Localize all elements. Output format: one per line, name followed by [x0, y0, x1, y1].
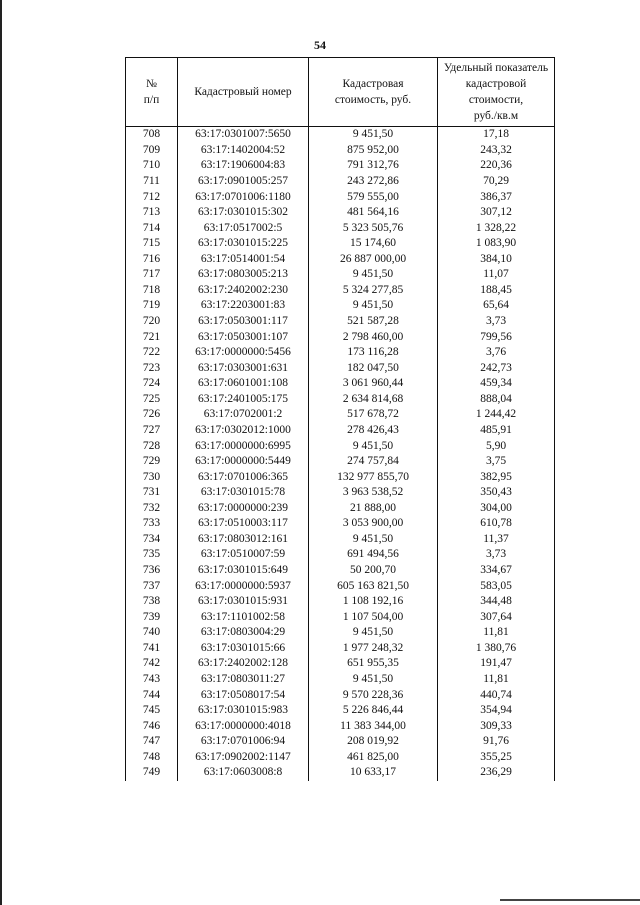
specific-value-cell: 307,64 [438, 609, 555, 625]
table-row [126, 469, 555, 485]
row-index-cell: 716 [126, 252, 178, 268]
cadastral-value-cell: 481 564,16 [309, 205, 438, 221]
table-row [126, 547, 555, 563]
cadastral-number-cell: 63:17:0000000:5456 [178, 345, 309, 361]
cadastral-value-cell: 5 323 505,76 [309, 220, 438, 236]
specific-value-cell: 188,45 [438, 283, 555, 299]
specific-value-cell: 236,29 [438, 765, 555, 781]
cadastral-number-cell: 63:17:0517002:5 [178, 220, 309, 236]
cadastral-number-cell: 63:17:0702001:2 [178, 407, 309, 423]
row-index-cell: 741 [126, 641, 178, 657]
specific-value-cell: 3,73 [438, 314, 555, 330]
cadastral-value-cell: 132 977 855,70 [309, 469, 438, 485]
table-row [126, 578, 555, 594]
specific-value-cell: 354,94 [438, 703, 555, 719]
cadastral-value-cell: 521 587,28 [309, 314, 438, 330]
specific-value-cell: 1 244,42 [438, 407, 555, 423]
cadastral-value-cell: 9 451,50 [309, 298, 438, 314]
table-row [126, 438, 555, 454]
cadastral-value-cell: 182 047,50 [309, 360, 438, 376]
specific-value-cell: 11,81 [438, 672, 555, 688]
table-row [126, 765, 555, 781]
cadastral-number-cell: 63:17:0603008:8 [178, 765, 309, 781]
table-row [126, 314, 555, 330]
row-index-cell: 739 [126, 609, 178, 625]
row-index-cell: 745 [126, 703, 178, 719]
cadastral-value-cell: 691 494,56 [309, 547, 438, 563]
cadastral-number-cell: 63:17:0701006:365 [178, 469, 309, 485]
cadastral-value-cell: 26 887 000,00 [309, 252, 438, 268]
table-row [126, 407, 555, 423]
table-row [126, 360, 555, 376]
table-row [126, 329, 555, 345]
table-row [126, 609, 555, 625]
table-row [126, 501, 555, 517]
cadastral-value-cell: 9 451,50 [309, 532, 438, 548]
header-specific-line1: Удельный показатель [443, 62, 549, 74]
specific-value-cell: 17,18 [438, 127, 555, 143]
cadastral-number-cell: 63:17:0301015:225 [178, 236, 309, 252]
cadastral-number-cell: 63:17:0510007:59 [178, 547, 309, 563]
table-row [126, 392, 555, 408]
row-index-cell: 720 [126, 314, 178, 330]
page-number: 54 [314, 38, 326, 52]
table-header [126, 58, 555, 127]
table-row [126, 252, 555, 268]
row-index-cell: 713 [126, 205, 178, 221]
cadastral-number-cell: 63:17:0510003:117 [178, 516, 309, 532]
cadastral-number-cell: 63:17:0901005:257 [178, 174, 309, 190]
specific-value-cell: 11,81 [438, 625, 555, 641]
specific-value-cell: 191,47 [438, 656, 555, 672]
header-row [126, 58, 555, 127]
table-row [126, 656, 555, 672]
row-index-cell: 718 [126, 283, 178, 299]
row-index-cell: 727 [126, 423, 178, 439]
row-index-cell: 748 [126, 750, 178, 766]
specific-value-cell: 440,74 [438, 687, 555, 703]
cadastral-number-cell: 63:17:0000000:5449 [178, 454, 309, 470]
row-index-cell: 708 [126, 127, 178, 143]
specific-value-cell: 3,76 [438, 345, 555, 361]
specific-value-cell: 485,91 [438, 423, 555, 439]
cadastral-value-cell: 9 451,50 [309, 625, 438, 641]
specific-value-cell: 459,34 [438, 376, 555, 392]
row-index-cell: 736 [126, 563, 178, 579]
table-row [126, 143, 555, 159]
table-row [126, 687, 555, 703]
cadastral-number-cell: 63:17:0503001:117 [178, 314, 309, 330]
row-index-cell: 731 [126, 485, 178, 501]
cadastral-value-cell: 10 633,17 [309, 765, 438, 781]
cadastral-value-cell: 579 555,00 [309, 189, 438, 205]
table-row [126, 672, 555, 688]
row-index-cell: 712 [126, 189, 178, 205]
row-index-cell: 746 [126, 718, 178, 734]
cadastral-number-cell: 63:17:0803004:29 [178, 625, 309, 641]
specific-value-cell: 888,04 [438, 392, 555, 408]
specific-value-cell: 344,48 [438, 594, 555, 610]
cadastral-value-cell: 2 798 460,00 [309, 329, 438, 345]
header-index [126, 58, 178, 127]
header-index-line1: № [146, 78, 157, 90]
row-index-cell: 747 [126, 734, 178, 750]
cadastral-number-cell: 63:17:0000000:5937 [178, 578, 309, 594]
table-row [126, 205, 555, 221]
cadastral-number-cell: 63:17:0803011:27 [178, 672, 309, 688]
cadastral-value-cell: 15 174,60 [309, 236, 438, 252]
table-row [126, 703, 555, 719]
table-row [126, 423, 555, 439]
cadastral-value-cell: 605 163 821,50 [309, 578, 438, 594]
row-index-cell: 728 [126, 438, 178, 454]
header-value-line2: стоимость, руб. [334, 94, 412, 106]
row-index-cell: 732 [126, 501, 178, 517]
row-index-cell: 735 [126, 547, 178, 563]
cadastral-number-cell: 63:17:1906004:83 [178, 158, 309, 174]
table-row [126, 750, 555, 766]
cadastral-value-cell: 875 952,00 [309, 143, 438, 159]
row-index-cell: 714 [126, 220, 178, 236]
table-row [126, 174, 555, 190]
cadastral-number-cell: 63:17:0000000:239 [178, 501, 309, 517]
row-index-cell: 733 [126, 516, 178, 532]
cadastral-value-cell: 9 451,50 [309, 267, 438, 283]
cadastral-number-cell: 63:17:0301015:931 [178, 594, 309, 610]
cadastral-number-cell: 63:17:0503001:107 [178, 329, 309, 345]
row-index-cell: 722 [126, 345, 178, 361]
header-specific-line4: руб./кв.м [473, 110, 519, 122]
cadastral-value-cell: 50 200,70 [309, 563, 438, 579]
row-index-cell: 730 [126, 469, 178, 485]
specific-value-cell: 384,10 [438, 252, 555, 268]
row-index-cell: 749 [126, 765, 178, 781]
row-index-cell: 726 [126, 407, 178, 423]
header-specific-line3: стоимости, [468, 94, 524, 106]
specific-value-cell: 3,75 [438, 454, 555, 470]
specific-value-cell: 1 380,76 [438, 641, 555, 657]
cadastral-number-cell: 63:17:0301015:649 [178, 563, 309, 579]
row-index-cell: 709 [126, 143, 178, 159]
cadastral-value-cell: 9 451,50 [309, 672, 438, 688]
row-index-cell: 737 [126, 578, 178, 594]
table-row [126, 158, 555, 174]
table-row [126, 625, 555, 641]
table-row [126, 454, 555, 470]
row-index-cell: 724 [126, 376, 178, 392]
row-index-cell: 738 [126, 594, 178, 610]
row-index-cell: 715 [126, 236, 178, 252]
table-row [126, 485, 555, 501]
specific-value-cell: 309,33 [438, 718, 555, 734]
row-index-cell: 717 [126, 267, 178, 283]
specific-value-cell: 1 083,90 [438, 236, 555, 252]
table-row [126, 267, 555, 283]
cadastral-value-cell: 173 116,28 [309, 345, 438, 361]
header-value-line1: Кадастровая [342, 78, 404, 90]
cadastral-number-cell: 63:17:0701006:1180 [178, 189, 309, 205]
specific-value-cell: 350,43 [438, 485, 555, 501]
cadastral-value-cell: 9 451,50 [309, 127, 438, 143]
header-specific-value [438, 58, 555, 127]
row-index-cell: 742 [126, 656, 178, 672]
cadastral-value-cell: 208 019,92 [309, 734, 438, 750]
cadastral-number-cell: 63:17:0301015:983 [178, 703, 309, 719]
row-index-cell: 725 [126, 392, 178, 408]
specific-value-cell: 65,64 [438, 298, 555, 314]
cadastral-number-cell: 63:17:0803005:213 [178, 267, 309, 283]
row-index-cell: 723 [126, 360, 178, 376]
cadastral-value-cell: 5 324 277,85 [309, 283, 438, 299]
cadastral-value-cell: 517 678,72 [309, 407, 438, 423]
specific-value-cell: 304,00 [438, 501, 555, 517]
cadastral-number-cell: 63:17:0000000:4018 [178, 718, 309, 734]
cadastral-number-cell: 63:17:0301015:66 [178, 641, 309, 657]
cadastral-number-cell: 63:17:0701006:94 [178, 734, 309, 750]
cadastral-value-cell: 9 451,50 [309, 438, 438, 454]
cadastral-value-cell: 1 107 504,00 [309, 609, 438, 625]
specific-value-cell: 91,76 [438, 734, 555, 750]
cadastral-number-cell: 63:17:1402004:52 [178, 143, 309, 159]
specific-value-cell: 355,25 [438, 750, 555, 766]
specific-value-cell: 11,37 [438, 532, 555, 548]
cadastral-value-cell: 21 888,00 [309, 501, 438, 517]
cadastral-value-cell: 1 977 248,32 [309, 641, 438, 657]
scan-edge-left [0, 0, 2, 905]
table-row [126, 516, 555, 532]
cadastral-number-cell: 63:17:0301015:302 [178, 205, 309, 221]
table-row [126, 220, 555, 236]
table-row [126, 594, 555, 610]
cadastral-value-cell: 461 825,00 [309, 750, 438, 766]
cadastral-value-cell: 3 061 960,44 [309, 376, 438, 392]
cadastral-number-cell: 63:17:0601001:108 [178, 376, 309, 392]
cadastral-value-cell: 9 570 228,36 [309, 687, 438, 703]
cadastral-number-cell: 63:17:0303001:631 [178, 360, 309, 376]
cadastral-number-cell: 63:17:2401005:175 [178, 392, 309, 408]
cadastral-number-cell: 63:17:0000000:6995 [178, 438, 309, 454]
row-index-cell: 710 [126, 158, 178, 174]
specific-value-cell: 11,07 [438, 267, 555, 283]
specific-value-cell: 3,73 [438, 547, 555, 563]
cadastral-value-cell: 278 426,43 [309, 423, 438, 439]
scan-edge-bottom [500, 899, 640, 901]
header-index-line2: п/п [143, 94, 160, 106]
table-row [126, 376, 555, 392]
cadastral-table-container [125, 57, 554, 781]
specific-value-cell: 220,36 [438, 158, 555, 174]
table-row [126, 127, 555, 143]
cadastral-value-cell: 791 312,76 [309, 158, 438, 174]
specific-value-cell: 243,32 [438, 143, 555, 159]
cadastral-number-cell: 63:17:0803012:161 [178, 532, 309, 548]
row-index-cell: 721 [126, 329, 178, 345]
specific-value-cell: 242,73 [438, 360, 555, 376]
row-index-cell: 719 [126, 298, 178, 314]
specific-value-cell: 386,37 [438, 189, 555, 205]
table-row [126, 734, 555, 750]
cadastral-value-cell: 243 272,86 [309, 174, 438, 190]
cadastral-number-cell: 63:17:0302012:1000 [178, 423, 309, 439]
table-row [126, 532, 555, 548]
header-specific-line2: кадастровой [465, 78, 527, 90]
cadastral-number-cell: 63:17:0508017:54 [178, 687, 309, 703]
cadastral-number-cell: 63:17:0902002:1147 [178, 750, 309, 766]
table-row [126, 189, 555, 205]
table-row [126, 298, 555, 314]
cadastral-value-cell: 3 053 900,00 [309, 516, 438, 532]
specific-value-cell: 334,67 [438, 563, 555, 579]
row-index-cell: 743 [126, 672, 178, 688]
table-row [126, 345, 555, 361]
cadastral-value-cell: 2 634 814,68 [309, 392, 438, 408]
cadastral-value-cell: 651 955,35 [309, 656, 438, 672]
table-row [126, 236, 555, 252]
specific-value-cell: 610,78 [438, 516, 555, 532]
specific-value-cell: 382,95 [438, 469, 555, 485]
row-index-cell: 744 [126, 687, 178, 703]
cadastral-value-cell: 5 226 846,44 [309, 703, 438, 719]
cadastral-value-cell: 3 963 538,52 [309, 485, 438, 501]
cadastral-number-cell: 63:17:0301015:78 [178, 485, 309, 501]
cadastral-value-cell: 274 757,84 [309, 454, 438, 470]
cadastral-number-cell: 63:17:0301007:5650 [178, 127, 309, 143]
header-cadastral-value [309, 58, 438, 127]
row-index-cell: 734 [126, 532, 178, 548]
header-cadastral-number: Кадастровый номер [178, 58, 309, 127]
row-index-cell: 711 [126, 174, 178, 190]
cadastral-number-cell: 63:17:2402002:128 [178, 656, 309, 672]
cadastral-value-cell: 11 383 344,00 [309, 718, 438, 734]
cadastral-number-cell: 63:17:2203001:83 [178, 298, 309, 314]
cadastral-number-cell: 63:17:0514001:54 [178, 252, 309, 268]
table-row [126, 563, 555, 579]
table-row [126, 718, 555, 734]
specific-value-cell: 799,56 [438, 329, 555, 345]
specific-value-cell: 1 328,22 [438, 220, 555, 236]
table-body [126, 127, 555, 781]
cadastral-value-cell: 1 108 192,16 [309, 594, 438, 610]
specific-value-cell: 70,29 [438, 174, 555, 190]
cadastral-table [125, 57, 555, 781]
specific-value-cell: 307,12 [438, 205, 555, 221]
row-index-cell: 729 [126, 454, 178, 470]
specific-value-cell: 5,90 [438, 438, 555, 454]
specific-value-cell: 583,05 [438, 578, 555, 594]
table-row [126, 641, 555, 657]
table-row [126, 283, 555, 299]
row-index-cell: 740 [126, 625, 178, 641]
cadastral-number-cell: 63:17:2402002:230 [178, 283, 309, 299]
cadastral-number-cell: 63:17:1101002:58 [178, 609, 309, 625]
